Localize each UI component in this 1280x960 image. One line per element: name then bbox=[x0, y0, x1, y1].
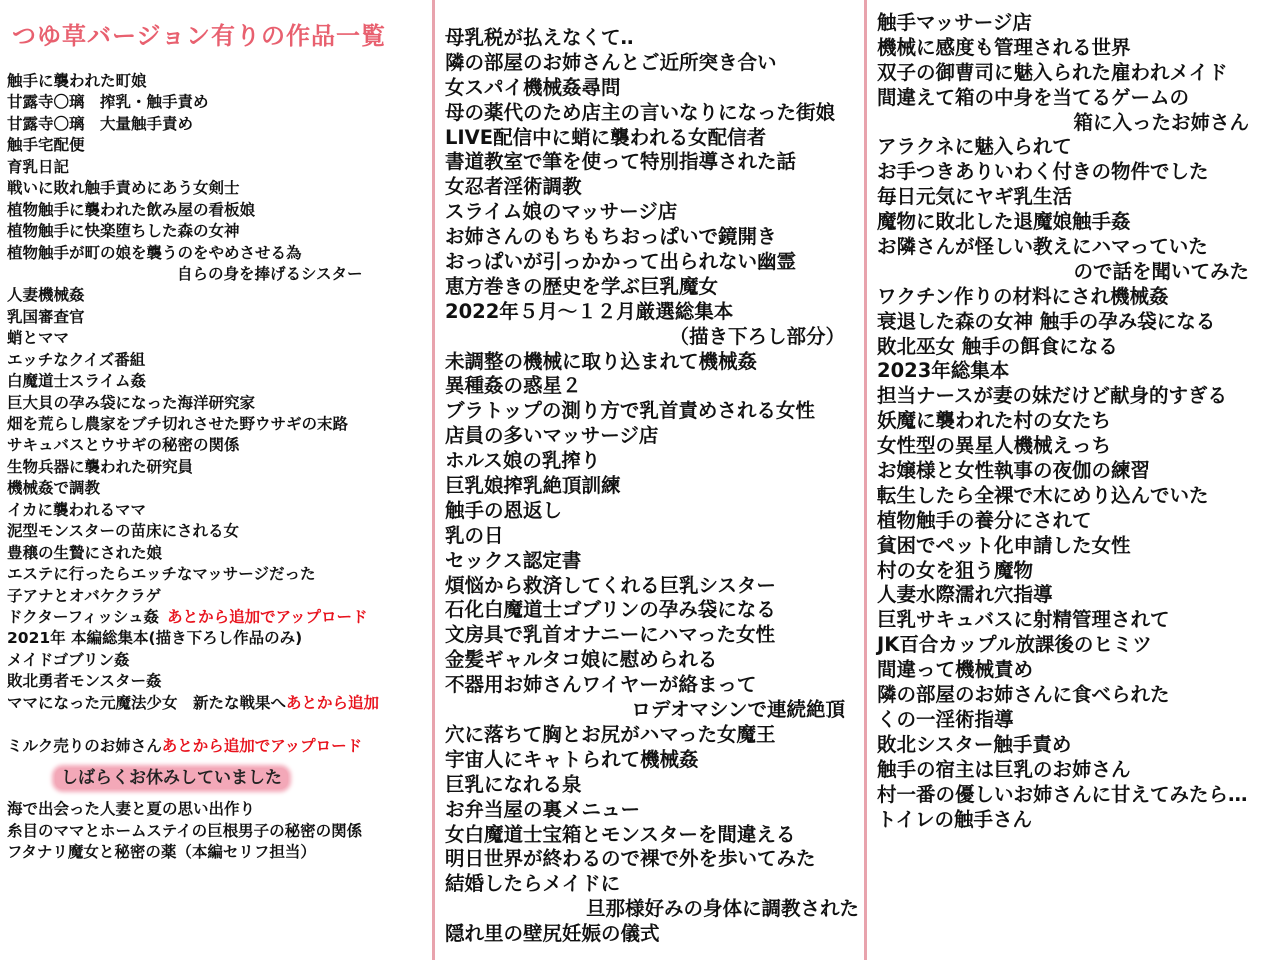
work-title bbox=[877, 384, 1249, 409]
work-title bbox=[445, 225, 859, 250]
work-title bbox=[7, 736, 379, 757]
work-title bbox=[877, 285, 1249, 310]
work-title bbox=[877, 484, 1249, 509]
work-title-text: 甘露寺〇璃 大量触手責め bbox=[7, 114, 194, 133]
work-title-text: 石化白魔道士ゴブリンの孕み袋になる bbox=[445, 598, 776, 622]
work-title bbox=[7, 414, 379, 435]
work-title-text: 魔物に敗北した退魔娘触手姦 bbox=[877, 210, 1131, 234]
work-title-text: トイレの触手さん bbox=[877, 807, 1033, 831]
work-title bbox=[7, 586, 379, 607]
work-title-text: 女白魔道士宝箱とモンスターを間違える bbox=[445, 822, 796, 846]
work-title bbox=[445, 300, 859, 325]
work-title bbox=[7, 200, 379, 221]
work-title-text: 巨乳娘搾乳絶頂訓練 bbox=[445, 474, 621, 498]
work-title bbox=[445, 823, 859, 848]
work-title-text: 巨乳になれる泉 bbox=[445, 772, 582, 796]
work-title bbox=[445, 250, 859, 275]
work-title-text: 植物触手の養分にされて bbox=[877, 508, 1092, 532]
work-title bbox=[7, 799, 379, 820]
work-title-text: 村の女を狙う魔物 bbox=[877, 558, 1034, 582]
work-title-text: 金髪ギャルタコ娘に慰められる bbox=[445, 648, 718, 672]
work-title-text: 巨大貝の孕み袋になった海洋研究家 bbox=[7, 393, 256, 412]
work-title-text: 異種姦の惑星２ bbox=[445, 374, 582, 398]
work-title bbox=[877, 310, 1249, 335]
work-title-text: 触手の宿主は巨乳のお姉さん bbox=[877, 757, 1131, 781]
work-title-text: 畑を荒らし農家をブチ切れさせた野ウサギの末路 bbox=[7, 415, 349, 433]
work-title-text: 触手宅配便 bbox=[7, 136, 85, 155]
work-title-text: 旦那様好みの身体に調教された bbox=[585, 897, 859, 921]
work-title-text: イカに襲われるママ bbox=[7, 500, 147, 519]
work-title bbox=[445, 574, 859, 599]
work-title-text: 妖魔に襲われた村の女たち bbox=[877, 409, 1112, 433]
work-title bbox=[445, 275, 859, 300]
work-title-text: お嬢様と女性執事の夜伽の練習 bbox=[877, 459, 1151, 483]
work-title-continuation bbox=[445, 325, 845, 350]
work-title bbox=[7, 457, 379, 478]
work-title-text: ロデオマシンで連続絶頂 bbox=[631, 698, 845, 722]
work-title bbox=[7, 435, 379, 456]
work-title-text: 敗北シスター触手責め bbox=[877, 732, 1072, 756]
work-title-text: 貧困でペット化申請した女性 bbox=[877, 533, 1131, 557]
work-title-text: お手つきありいわく付きの物件でした bbox=[877, 160, 1209, 184]
works-list-after-break bbox=[7, 799, 379, 863]
work-title-text: ので話を聞いてみた bbox=[1073, 259, 1249, 283]
work-title-text: 店員の多いマッサージ店 bbox=[445, 424, 659, 448]
work-title bbox=[7, 500, 379, 521]
work-title bbox=[445, 549, 859, 574]
work-title bbox=[877, 608, 1249, 633]
work-title bbox=[7, 564, 379, 585]
work-title bbox=[7, 607, 379, 628]
work-title-text: 自らの身を捧げるシスター bbox=[177, 264, 363, 283]
work-title-text: エステに行ったらエッチなマッサージだった bbox=[7, 565, 316, 584]
works-column-2 bbox=[445, 26, 859, 947]
work-title-text: エッチなクイズ番組 bbox=[7, 350, 146, 369]
work-title-text: JK百合カップル放課後のヒミツ bbox=[877, 633, 1152, 657]
hiatus-break bbox=[7, 757, 379, 799]
work-title bbox=[877, 36, 1249, 61]
work-title bbox=[877, 633, 1249, 658]
works-list bbox=[445, 26, 859, 947]
work-title-text: スライム娘のマッサージ店 bbox=[445, 200, 678, 224]
work-title bbox=[7, 157, 379, 178]
work-title bbox=[7, 178, 379, 199]
work-title bbox=[7, 650, 379, 671]
work-title-text: 植物触手に襲われた飲み屋の看板娘 bbox=[7, 200, 256, 219]
work-title-text: 文房具で乳首オナニーにハマった女性 bbox=[445, 623, 775, 647]
work-title bbox=[877, 459, 1249, 484]
work-title bbox=[877, 185, 1249, 210]
work-title bbox=[445, 922, 859, 947]
work-title bbox=[877, 335, 1249, 360]
work-title-text: おっぱいが引っかかって出られない幽霊 bbox=[445, 250, 797, 274]
work-title bbox=[445, 847, 859, 872]
work-title bbox=[877, 509, 1249, 534]
work-title-text: 箱に入ったお姉さん bbox=[1073, 110, 1249, 134]
work-title-text: 女スパイ機械姦尋問 bbox=[445, 75, 621, 99]
work-title-text: 母の薬代のため店主の言いなりになった街娘 bbox=[445, 100, 836, 124]
work-title-text: 白魔道士スライム姦 bbox=[7, 372, 147, 391]
work-title-text: 触手マッサージ店 bbox=[877, 11, 1032, 34]
work-title bbox=[445, 424, 859, 449]
work-title bbox=[445, 673, 859, 698]
work-title-continuation bbox=[445, 897, 859, 922]
work-title-text: 担当ナースが妻の妹だけど献身的すぎる bbox=[877, 384, 1228, 408]
work-title-continuation bbox=[7, 264, 379, 285]
work-title-text: 子アナとオバケクラゲ bbox=[7, 586, 162, 605]
work-title bbox=[445, 598, 859, 623]
work-title-text: 2021年 本編総集本(描き下ろし作品のみ) bbox=[7, 629, 303, 648]
work-title-text: 隠れ里の壁尻妊娠の儀式 bbox=[445, 922, 660, 946]
work-title bbox=[7, 92, 379, 113]
work-title bbox=[445, 499, 859, 524]
work-title bbox=[7, 671, 379, 692]
work-title-text: 甘露寺〇璃 搾乳・触手責め bbox=[7, 93, 209, 112]
work-title bbox=[445, 175, 859, 200]
work-title-text: ママになった元魔法少女 新たな戦果へ bbox=[7, 693, 287, 712]
work-title-text: 敗北勇者モンスター姦 bbox=[7, 672, 162, 691]
work-title-text: 海で出会った人妻と夏の思い出作り bbox=[7, 800, 256, 819]
work-title bbox=[7, 693, 379, 714]
work-title-text: 糸目のママとホームステイの巨根男子の秘密の関係 bbox=[7, 821, 363, 840]
work-title-text: アラクネに魅入られて bbox=[877, 135, 1072, 159]
column-divider bbox=[864, 0, 867, 960]
work-title bbox=[877, 61, 1249, 86]
work-title-text: 植物触手が町の娘を襲うのをやめさせる為 bbox=[7, 243, 302, 262]
work-title-text: セックス認定書 bbox=[445, 548, 582, 572]
work-title bbox=[445, 449, 859, 474]
page-title: つゆ草バージョン有りの作品一覧 bbox=[12, 22, 387, 50]
work-title-text: （描き下ろし部分） bbox=[669, 324, 845, 348]
work-title-text: 触手の恩返し bbox=[445, 498, 563, 522]
work-title-text: 2023年総集本 bbox=[877, 359, 1010, 383]
work-title-text: 転生したら全裸で木にめり込んでいた bbox=[877, 483, 1209, 507]
work-title bbox=[877, 808, 1249, 833]
work-title bbox=[7, 328, 379, 349]
work-title bbox=[445, 350, 859, 375]
work-title bbox=[7, 393, 379, 414]
works-column-1 bbox=[7, 71, 379, 864]
work-title bbox=[877, 758, 1249, 783]
work-title-text: 村一番の優しいお姉さんに甘えてみたら… bbox=[877, 782, 1248, 806]
spacer bbox=[7, 714, 379, 735]
work-title-text: ミルク売りのお姉さん bbox=[7, 736, 162, 755]
work-title bbox=[7, 71, 379, 92]
work-title bbox=[445, 200, 859, 225]
work-title bbox=[877, 534, 1249, 559]
work-title bbox=[7, 243, 379, 264]
work-title-text: 泥型モンスターの苗床にされる女 bbox=[7, 522, 240, 541]
work-title bbox=[7, 543, 379, 564]
work-title bbox=[445, 623, 859, 648]
work-title bbox=[877, 583, 1249, 608]
work-title-text: 恵方巻きの歴史を学ぶ巨乳魔女 bbox=[445, 274, 719, 298]
work-title-text: 毎日元気にヤギ乳生活 bbox=[877, 185, 1073, 209]
hiatus-label: しばらくお休みしていました bbox=[55, 768, 288, 789]
work-title-text: 人妻機械姦 bbox=[7, 286, 85, 305]
work-title bbox=[877, 559, 1249, 584]
work-title-text: ブラトップの測り方で乳首責めされる女性 bbox=[445, 399, 815, 423]
work-title bbox=[445, 474, 859, 499]
work-title-text: お弁当屋の裏メニュー bbox=[445, 797, 641, 821]
works-list bbox=[7, 71, 379, 757]
work-title bbox=[445, 748, 859, 773]
work-title bbox=[877, 359, 1249, 384]
work-title bbox=[7, 371, 379, 392]
work-title bbox=[445, 399, 859, 424]
work-title bbox=[877, 135, 1249, 160]
upload-note: あとから追加 bbox=[286, 693, 380, 712]
work-title-text: 間違えて箱の中身を当てるゲームの bbox=[877, 85, 1190, 109]
column-divider bbox=[432, 0, 435, 960]
work-title-text: 明日世界が終わるので裸で外を歩いてみた bbox=[445, 847, 816, 871]
work-title-text: 蛸とママ bbox=[7, 329, 70, 348]
work-title-text: 宇宙人にキャトられて機械姦 bbox=[445, 747, 699, 771]
work-title-text: 隣の部屋のお姉さんに食べられた bbox=[877, 683, 1170, 707]
work-title bbox=[7, 221, 379, 242]
work-title bbox=[877, 86, 1249, 111]
work-title bbox=[877, 11, 1249, 36]
work-title bbox=[7, 628, 379, 649]
works-list bbox=[877, 11, 1249, 832]
work-title-text: 人妻水際濡れ穴指導 bbox=[877, 583, 1053, 607]
work-title-text: お姉さんのもちもちおっぱいで鏡開き bbox=[445, 225, 777, 249]
work-title bbox=[445, 76, 859, 101]
work-title bbox=[877, 434, 1249, 459]
work-title bbox=[877, 658, 1249, 683]
work-title-text: ホルス娘の乳搾り bbox=[445, 449, 601, 473]
work-title-text: 不器用お姉さんワイヤーが絡まって bbox=[445, 673, 757, 697]
work-title-text: 敗北巫女 触手の餌食になる bbox=[877, 334, 1118, 358]
work-title-text: メイドゴブリン姦 bbox=[7, 650, 130, 669]
work-title bbox=[877, 783, 1249, 808]
work-title-text: 書道教室で筆を使って特別指導された話 bbox=[445, 150, 797, 174]
work-title-text: 穴に落ちて胸とお尻がハマった女魔王 bbox=[445, 722, 776, 746]
work-title-text: 煩悩から救済してくれる巨乳シスター bbox=[445, 573, 776, 597]
upload-note: あとから追加でアップロード bbox=[167, 607, 368, 626]
work-title-text: 女忍者淫術調教 bbox=[445, 175, 582, 199]
work-title bbox=[445, 374, 859, 399]
work-title bbox=[445, 773, 859, 798]
work-title-text: 2022年５月～１２月厳選総集本 bbox=[445, 299, 734, 323]
work-title-text: LIVE配信中に蛸に襲われる女配信者 bbox=[445, 125, 767, 149]
work-title bbox=[445, 101, 859, 126]
work-title-text: 隣の部屋のお姉さんとご近所突き合い bbox=[445, 50, 777, 74]
work-title-text: ワクチン作りの材料にされ機械姦 bbox=[877, 284, 1169, 308]
work-title bbox=[877, 708, 1249, 733]
work-title-text: 衰退した森の女神 触手の孕み袋になる bbox=[877, 309, 1216, 333]
work-title-text: 植物触手に快楽堕ちした森の女神 bbox=[7, 222, 240, 241]
work-title bbox=[445, 26, 859, 51]
work-title-text: 触手に襲われた町娘 bbox=[7, 72, 147, 90]
works-column-3 bbox=[877, 11, 1249, 832]
work-title-text: 戦いに敗れ触手責めにあう女剣士 bbox=[7, 179, 240, 198]
work-title bbox=[877, 160, 1249, 185]
work-title bbox=[445, 126, 859, 151]
work-title-text: 機械に感度も管理される世界 bbox=[877, 35, 1131, 59]
work-title-text: 巨乳サキュバスに射精管理されて bbox=[877, 608, 1170, 632]
work-title-text: サキュバスとウサギの秘密の関係 bbox=[7, 436, 240, 455]
work-title bbox=[877, 409, 1249, 434]
work-title bbox=[445, 723, 859, 748]
work-title-text: ドクターフィッシュ姦 bbox=[7, 607, 160, 626]
work-title bbox=[7, 842, 379, 863]
work-title bbox=[877, 733, 1249, 758]
work-title-text: 間違って機械責め bbox=[877, 658, 1034, 682]
work-title bbox=[7, 350, 379, 371]
work-title bbox=[445, 648, 859, 673]
work-title-text: 女性型の異星人機械えっち bbox=[877, 434, 1112, 458]
work-title-text: 結婚したらメイドに bbox=[445, 872, 621, 896]
work-title-continuation bbox=[877, 111, 1249, 136]
work-title-text: フタナリ魔女と秘密の薬（本編セリフ担当） bbox=[7, 843, 316, 862]
work-title-text: 未調整の機械に取り込まれて機械姦 bbox=[445, 349, 758, 373]
work-title-continuation bbox=[877, 260, 1249, 285]
work-title bbox=[7, 135, 379, 156]
work-title-continuation bbox=[445, 698, 845, 723]
work-title bbox=[445, 872, 859, 897]
work-title bbox=[877, 210, 1249, 235]
upload-note: あとから追加でアップロード bbox=[161, 736, 363, 755]
work-title bbox=[445, 798, 859, 823]
work-title bbox=[7, 285, 379, 306]
work-title-text: お隣さんが怪しい教えにハマっていた bbox=[877, 235, 1208, 259]
work-title bbox=[445, 51, 859, 76]
work-title-text: 乳国審査官 bbox=[7, 307, 85, 326]
work-title-text: くの一淫術指導 bbox=[877, 707, 1014, 731]
work-title-text: 母乳税が払えなくて‥ bbox=[445, 26, 634, 49]
work-title bbox=[445, 524, 859, 549]
work-title bbox=[7, 114, 379, 135]
work-title bbox=[7, 478, 379, 499]
work-title bbox=[7, 821, 379, 842]
work-title-text: 生物兵器に襲われた研究員 bbox=[7, 457, 194, 476]
work-title bbox=[877, 235, 1249, 260]
work-title bbox=[445, 150, 859, 175]
work-title-text: 機械姦で調教 bbox=[7, 479, 101, 498]
work-title-text: 豊穣の生贄にされた娘 bbox=[7, 543, 163, 562]
work-title-text: 双子の御曹司に魅入られた雇われメイド bbox=[877, 60, 1228, 84]
work-title bbox=[877, 683, 1249, 708]
work-title-text: 育乳日記 bbox=[7, 157, 70, 176]
work-title bbox=[7, 307, 379, 328]
work-title bbox=[7, 521, 379, 542]
work-title-text: 乳の日 bbox=[445, 523, 504, 547]
